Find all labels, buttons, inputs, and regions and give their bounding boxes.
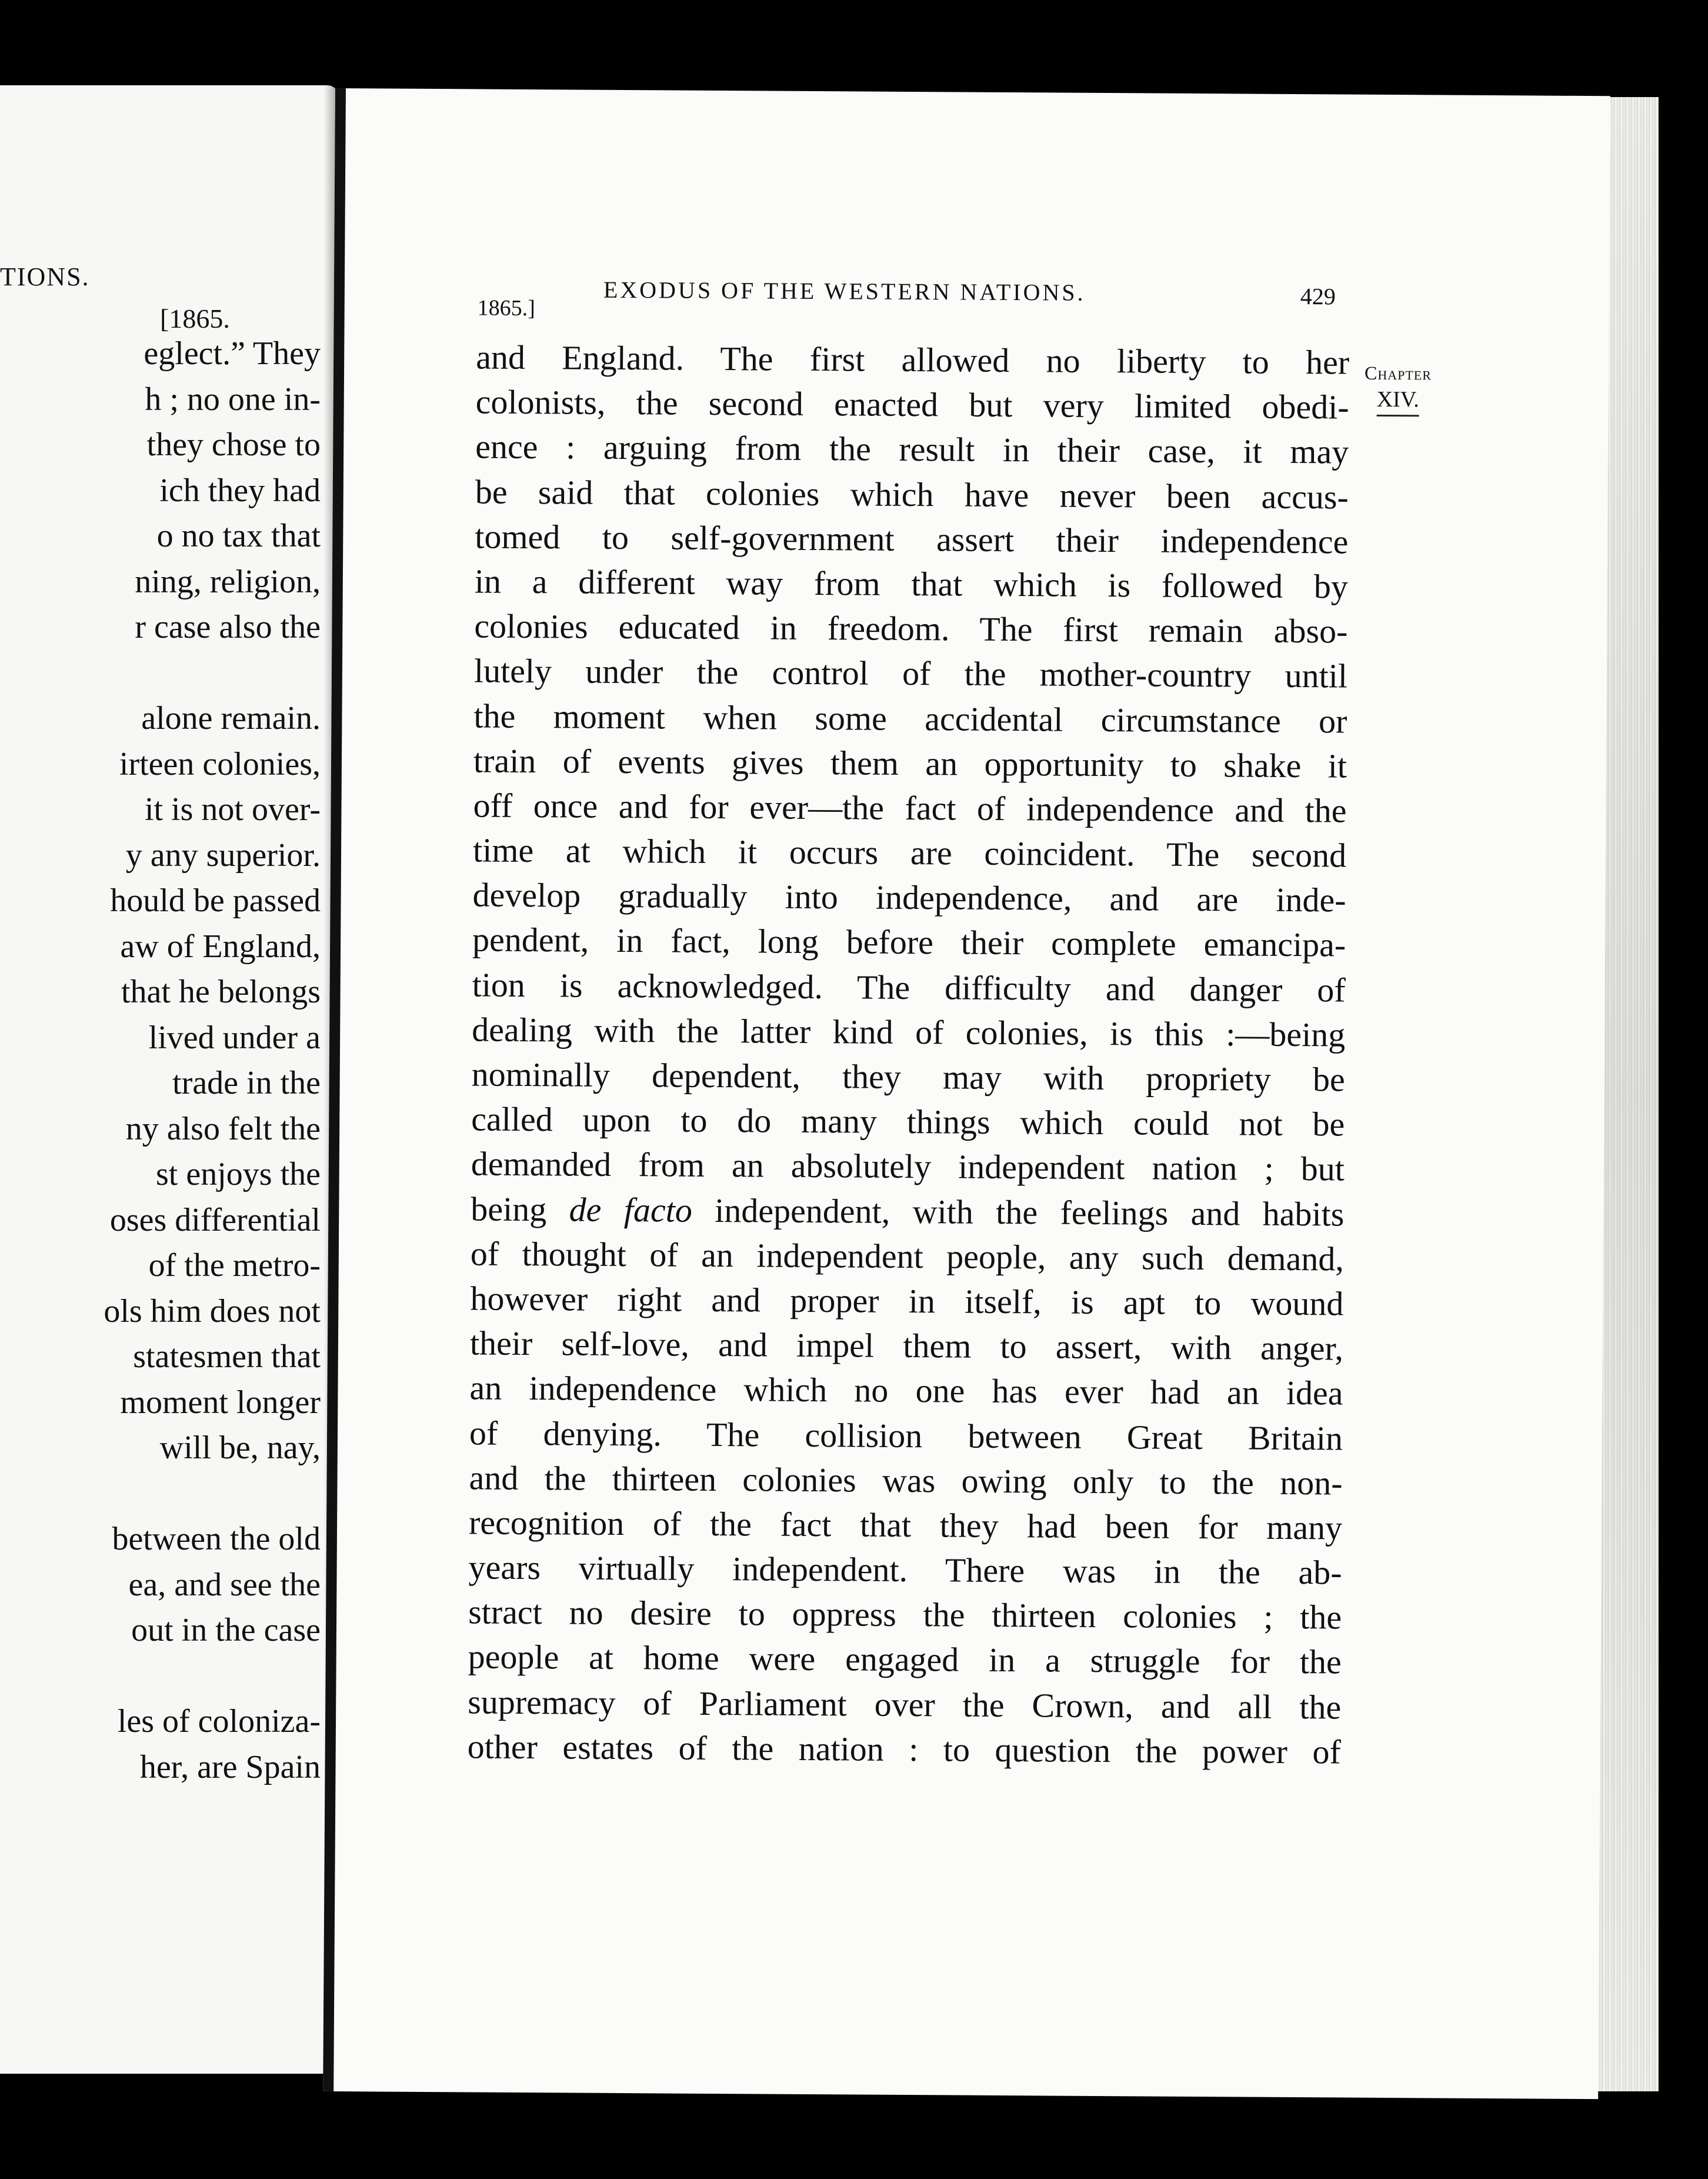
right-text-line: dealing with the latter kind of colonies, is this :—being — [472, 1010, 1346, 1054]
left-year: [1865. — [160, 304, 230, 334]
right-text-line: colonists, the second enacted but very limited obedi- — [475, 382, 1349, 427]
left-text-line: lived under a — [148, 1019, 321, 1056]
right-text-line — [471, 1187, 1344, 1237]
right-text-line: of thought of an independent people, any such demand, — [470, 1234, 1345, 1278]
right-text-line: years virtually independent. There was in the ab- — [468, 1548, 1342, 1592]
right-text-line: off once and for ever—the fact of independence and the — [473, 786, 1347, 830]
left-text-line: statesmen that — [133, 1338, 321, 1375]
right-text-line: recognition of the fact that they had been for many — [468, 1503, 1343, 1547]
right-text-line: however right and proper in itself, is apt to wound — [470, 1279, 1344, 1323]
left-text-line: trade in the — [172, 1065, 321, 1101]
left-text-line: st enjoys the — [156, 1156, 321, 1192]
right-text-line: tion is acknowledged. The difficulty and danger of — [472, 965, 1346, 1009]
right-text-line: in a different way from that which is followed by — [474, 562, 1349, 606]
left-text-line — [104, 651, 321, 697]
left-text-line: of the metro- — [148, 1247, 321, 1284]
line-prefix: being — [471, 1190, 547, 1228]
left-text-line: les of coloniza- — [117, 1703, 321, 1740]
chapter-rule — [1377, 415, 1419, 417]
right-running-head: EXODUS OF THE WESTERN NATIONS. — [603, 276, 1086, 306]
right-text-line: pendent, in fact, long before their complete emancipa- — [472, 920, 1346, 964]
right-text-line: time at which it occurs are coincident. The second — [472, 831, 1347, 875]
right-text-line: ence : arguing from the result in their case, it may — [475, 427, 1349, 471]
left-text-line: out in the case — [131, 1612, 321, 1648]
left-text-line: ols him does not — [104, 1292, 321, 1330]
right-text-line: be said that colonies which have never been accus- — [475, 472, 1349, 517]
left-text-line: her, are Spain — [139, 1748, 321, 1785]
right-text-line: called upon to do many things which could not be — [471, 1100, 1345, 1144]
left-text-line: irteen colonies, — [119, 745, 321, 782]
right-text-line: tomed to self-government assert their independence — [475, 517, 1349, 561]
chapter-number: XIV. — [1376, 387, 1419, 412]
left-text-line — [104, 1654, 321, 1700]
left-text-line: ea, and see the — [128, 1566, 321, 1603]
left-text-block — [104, 331, 321, 1790]
chapter-label: Chapter — [1364, 362, 1432, 384]
right-text-line: of denying. The collision between Great Britain — [469, 1413, 1343, 1458]
left-running-head: TIONS. — [0, 262, 90, 291]
right-text-line: develop gradually into independence, and are inde- — [472, 875, 1346, 919]
right-text-line: colonies educated in freedom. The first remain abso- — [474, 607, 1348, 651]
right-text-line: supremacy of Parliament over the Crown, and all the — [468, 1682, 1342, 1727]
left-text-line: ny also felt the — [125, 1110, 321, 1147]
right-text-line: their self-love, and impel them to assert, with anger, — [469, 1324, 1344, 1368]
right-text-line: and the thirteen colonies was owing only to the non- — [469, 1458, 1343, 1502]
left-text-line: oses differential — [109, 1201, 321, 1238]
right-text-line: stract no desire to oppress the thirteen colonies ; the — [468, 1592, 1342, 1637]
right-text-line: train of events gives them an opportunity to shake it — [473, 741, 1347, 785]
left-text-line: aw of England, — [120, 928, 321, 965]
left-text-line: it is not over- — [144, 791, 321, 828]
right-page — [323, 88, 1610, 2099]
right-text-line: demanded from an absolutely independent nation ; but — [471, 1144, 1345, 1188]
left-text-line: that he belongs — [121, 974, 321, 1010]
left-text-line: between the old — [112, 1521, 321, 1557]
right-text-line: and England. The first allowed no liberty to her — [476, 338, 1350, 382]
left-text-line: eglect.” They — [144, 335, 321, 372]
line-rest: independent, with the feelings and habits — [715, 1191, 1345, 1234]
right-year: 1865.] — [477, 295, 536, 321]
left-text-line: hould be passed — [110, 882, 321, 919]
left-page — [0, 85, 338, 2074]
left-text-line: alone remain. — [141, 700, 321, 737]
italic-phrase: de facto — [569, 1190, 693, 1230]
left-text-line — [104, 1471, 321, 1517]
left-text-line: o no tax that — [156, 518, 321, 554]
right-text-line: the moment when some accidental circumstance or — [473, 696, 1347, 741]
right-text-line: lutely under the control of the mother-country until — [473, 651, 1348, 695]
page-number: 429 — [1300, 283, 1336, 310]
right-text-block — [468, 335, 1350, 1774]
left-text-line: r case also the — [135, 609, 321, 645]
left-text-line: h ; no one in- — [145, 381, 321, 418]
left-text-line: will be, nay, — [159, 1430, 321, 1466]
right-text-line: people at home were engaged in a struggle for the — [468, 1637, 1342, 1681]
left-text-line: ning, religion, — [135, 563, 321, 600]
left-text-line: they chose to — [146, 427, 321, 463]
right-text-line: an independence which no one has ever had an idea — [469, 1368, 1343, 1412]
right-text-line: other estates of the nation : to question the power of — [467, 1727, 1341, 1771]
left-text-line: y any superior. — [125, 837, 321, 874]
chapter-margin-note — [1365, 362, 1432, 417]
left-text-line: ich they had — [159, 472, 321, 509]
left-text-line: moment longer — [120, 1384, 321, 1421]
right-text-line: nominally dependent, they may with propriety be — [471, 1055, 1345, 1099]
